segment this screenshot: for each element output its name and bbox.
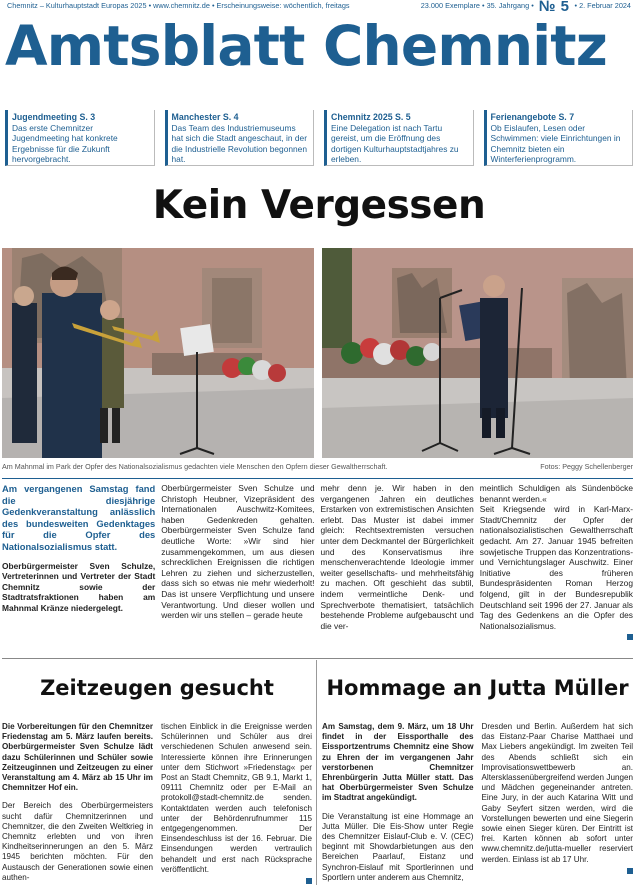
square-endmark-icon — [306, 878, 312, 884]
teaser-row — [5, 110, 633, 166]
photo-caption: Am Mahnmal im Park der Opfer des Nationalsozialismus gedachten viele Menschen den Opfern dieser Gewaltherrschaft. — [2, 462, 388, 471]
article-zeitzeugen — [2, 722, 312, 882]
article-column-1 — [2, 722, 153, 882]
article-sublead: Oberbürgermeister Sven Schulze, Vertreterinnen und Vertreter der Stadt Chemnitz sowie der Stadtratsfraktionen haben am Mahnmal Kränze niedergelegt. — [2, 560, 156, 613]
article-paragraph: Der Bereich des Oberbürgermeisters sucht dafür Chemnitzerinnen und Chemnitzer, die den Zweiten Weltkrieg in Chemnitz erlebten und von ihren Kindheitserinnerungen an den 5. März 1945 berichten möchten. Für den Austausch der Generationen sowie einen authen- — [2, 801, 153, 882]
article-paragraph: Die Veranstaltung ist eine Hommage an Jutta Müller. Die Eis-Show unter Regie des Chemnitzer Eislauf-Club e. V. (CEC) beginnt mit Showdarbietungen aus den Bereichen Paarlauf, Eistanz und Synchron-Eislauf mit Sportlerinnen und Sportlern unter anderem aus Chemnitz, — [322, 811, 474, 882]
teaser-chemnitz-2025[interactable] — [324, 110, 474, 166]
main-headline: Kein Vergessen — [152, 183, 486, 228]
article-column-2: Oberbürgermeister Sven Schulze und Christoph Heubner, Vizepräsident des Internationalen Auschwitz-Komitees, haben Gedenkreden gehalten. Oberbürgermeister Sven Schulze fand deutliche Worte: »Wir sind hier zusammengekommen, um aus diesen schrecklichen Ereignissen die richtigen Lehren zu ziehen und sicherzustellen, dass sich so etwas nie mehr wiederholt! Das ist unsere Verpflichtung und unsere Verantwortung. Und dieser wollen und werden wir uns stellen – gerade heute — [161, 483, 315, 621]
teaser-text: Ob Eislaufen, Lesen oder Schwimmen: viele Einrichtungen in Chemnitz bieten ein Winterferienprogramm. — [490, 123, 621, 164]
article-title-hommage: Hommage an Jutta Müller — [326, 676, 629, 700]
topbar-left-text: Chemnitz – Kulturhauptstadt Europas 2025 • www.chemnitz.de • Erscheinungsweise: wöchentlich, freitags — [7, 1, 350, 10]
article-lead: Am vergangenen Samstag fand die diesjährige Gedenkveranstaltung anlässlich des bundesweiten Gedenktages für die Opfer des Nationalsozialismus statt. — [2, 483, 156, 552]
teaser-text: Eine Delegation ist nach Tartu gereist, um die Eröffnung des dortigen Kulturhauptstadtjahres zu erleben. — [331, 123, 459, 164]
photo-credit: Fotos: Peggy Schellenberger — [540, 462, 633, 471]
square-endmark-icon — [627, 634, 633, 640]
topbar-copies: 23.000 Exemplare • 35. Jahrgang • — [420, 1, 534, 10]
section-divider — [2, 658, 633, 659]
teaser-title: Manchester S. 4 — [171, 112, 239, 122]
article-column-4 — [480, 479, 633, 641]
article-lead: Die Vorbereitungen für den Chemnitzer Friedenstag am 5. März laufen bereits. Oberbürgermeister Sven Schulze lädt dazu Schülerinnen und Schüler sowie Zeitzeuginnen und Zeitzeugen zu einer Veranstaltung am 4. März ab 15 Uhr im Chemnitzer Hof ein. — [2, 722, 153, 793]
article-paragraph: Seit Kriegsende wird in Karl-Marx-Stadt/Chemnitz der Opfer der nationalsozialistischen Gewaltherrschaft gedacht. Am 27. Januar 1945 befreiten sowjetische Truppen das Konzentrations- und Vernichtungslager Auschwitz. Einer Initiative des früheren Bundespräsidenten Roman Herzog folgend, gilt in der Bundesrepublik Deutschland seit 1996 der 27. Januar als Tag des Gedenkens an die Opfer des Nationalsozialismus. — [479, 504, 633, 631]
teaser-title: Ferienangebote S. 7 — [490, 112, 575, 122]
article-paragraph: tischen Einblick in die Ereignisse werden Schülerinnen und Schüler aus drei verschiedenen Schulen anwesend sein. Interessierte können ihre Erinnerungen unter dem Stichwort »Friedenstag« per Post an Stadt Chemnitz, GB 9.1, Markt 1, 09111 Chemnitz oder per E-Mail an protokoll@stadt-chemnitz.de senden. Kontaktdaten werden auch telefonisch unter der Behördenrufnummer 115 entgegengenommen. Der Einsendeschluss ist der 16. Februar. Die Einsendungen werden vertraulich behandelt und erst nach Rücksprache veröffentlicht. — [161, 722, 312, 874]
article-kein-vergessen — [2, 478, 633, 641]
article-column-2 — [482, 722, 634, 882]
article-paragraph: Dresden und Berlin. Außerdem hat sich das Eistanz-Paar Charise Matthaei und Max Liebers angekündigt. Im zweiten Teil des Abends schließt sich ein Improvisationswettbewerb an. Altersklassenübergreifend werden Jungen und Mädchen gegeneinander antreten. Eine Jury, in der auch Katarina Witt und Gaby Seyfert sitzen werden, wird die Vorstellungen bewerten und eine Siegerin sowie einen Sieger küren. Der Eintritt ist frei. Karten können ab sofort unter www.chemnitz.de/jutta-mueller reserviert werden. Einlass ist ab 17 Uhr. — [481, 722, 633, 864]
teaser-text: Das erste Chemnitzer Jugendmeeting hat konkrete Ergebnisse für die Zukunft hervorgebracht. — [12, 123, 118, 164]
teaser-title: Jugendmeeting S. 3 — [12, 112, 96, 122]
square-endmark-icon — [627, 868, 633, 874]
teaser-manchester[interactable] — [165, 110, 315, 166]
article-column-1 — [2, 479, 155, 641]
article-hommage — [322, 722, 633, 882]
issue-date: • 2. Februar 2024 — [574, 1, 631, 10]
photo-mayor-speech — [322, 248, 633, 458]
teaser-text: Das Team des Industriemuseums hat sich die Stadt angeschaut, in der die Industrielle Revolution begonnen hat. — [171, 123, 307, 164]
column-rule — [316, 660, 317, 885]
teaser-title: Chemnitz 2025 S. 5 — [331, 112, 411, 122]
article-quote-end: meintlich Schuldigen als Sündenböcke benannt werden.« — [479, 483, 633, 504]
article-column-2 — [161, 722, 312, 882]
photo-trumpet-players — [2, 248, 314, 458]
teaser-ferienangebote[interactable] — [484, 110, 634, 166]
article-column-3: mehr denn je. Wir haben in den vergangenen Jahren ein deutliches Erstarken von extremistischen Ansichten erlebt. Das Muster ist dabei immer gleich: Rechtsextremisten versuchen unter dem Deckmantel der Bürgerlichkeit und des Konservatismus ihre menschenverachtende Ideologie immer weiter gesellschafts- und mehrheitsfähig zu machen. Oft geschieht das subtil, indem vermeintliche Denk- und Sprechverbote thematisiert, tatsächlich bestehende Probleme aufgebauscht und die ver- — [320, 483, 474, 631]
article-lead: Am Samstag, dem 9. März, um 18 Uhr findet in der Eissporthalle des Eissportzentrums Chemnitz eine Show zu Ehren der im vergangenen Jahr verstorbenen Chemnitzer Ehrenbürgerin Jutta Müller statt. Das hat Oberbürgermeister Sven Schulze im Stadtrat angekündigt. — [322, 722, 474, 803]
article-column-1 — [322, 722, 474, 882]
teaser-jugendmeeting[interactable] — [5, 110, 155, 166]
article-title-zeitzeugen: Zeitzeugen gesucht — [40, 676, 274, 700]
photo-caption-row — [2, 462, 633, 471]
issue-number: № 5 — [538, 0, 570, 15]
masthead-title: Amtsblatt Chemnitz — [5, 14, 608, 78]
